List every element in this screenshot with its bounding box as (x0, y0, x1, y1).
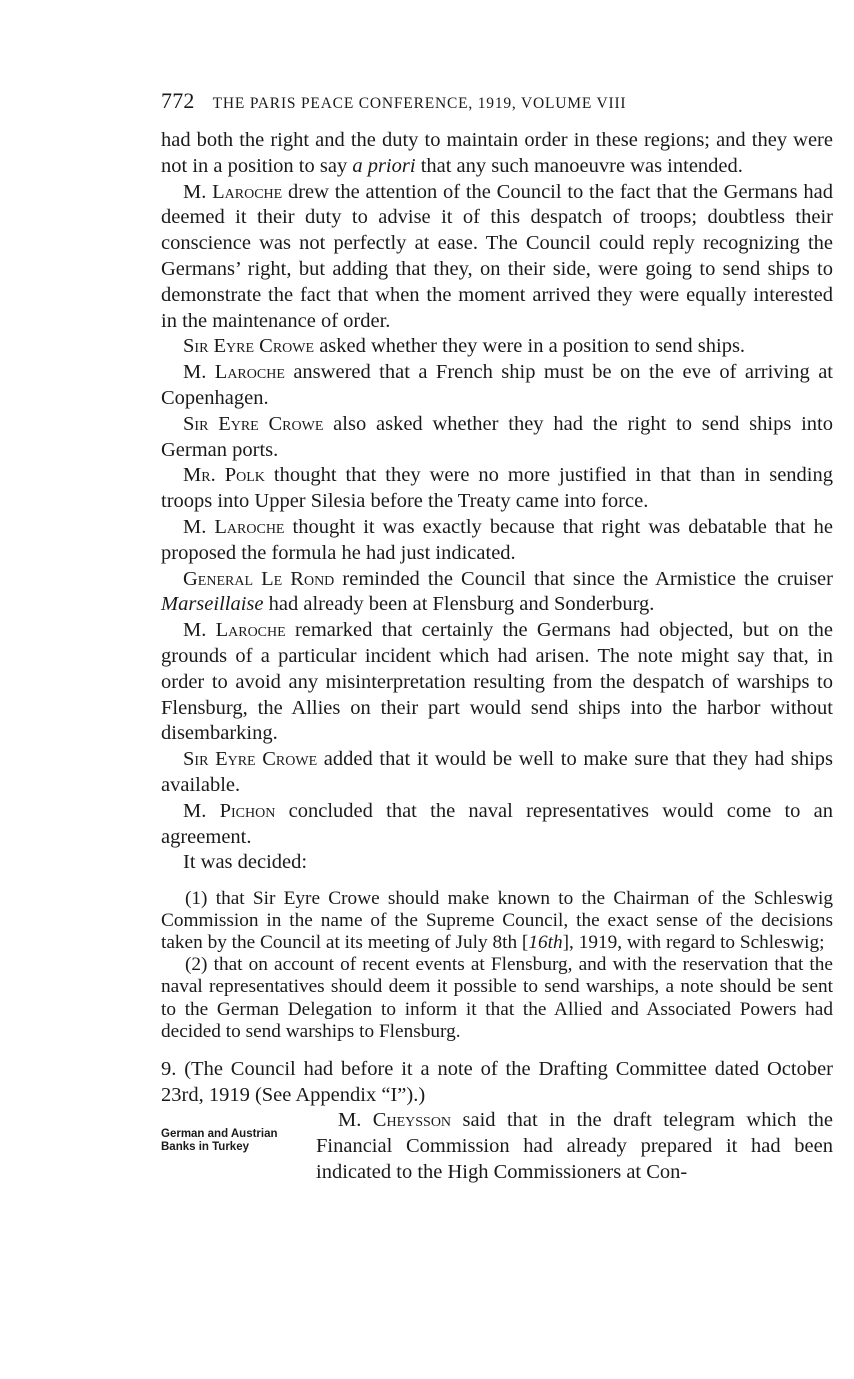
paragraph: M. Laroche answered that a French ship must be on the eve of arriving at Copenhagen. (161, 361, 833, 409)
paragraph: Sir Eyre Crowe asked whether they were in a position to send ships. (183, 335, 746, 358)
speaker-name: Sir Eyre Crowe (183, 748, 318, 771)
decision-item: (2) that on account of recent events at Flensburg, and with the reservation that the naval representatives should deem it possible to send warships, a note should be sent to the German Delegation to inform it that the Allied and Associated Powers had decided to send warships to Flensburg. (161, 954, 833, 1042)
speaker-name: M. Laroche (183, 515, 285, 538)
speaker-name: Mr. Polk (183, 464, 265, 487)
paragraph: Sir Eyre Crowe also asked whether they had the right to send ships into German ports. (161, 412, 833, 461)
paragraph: Mr. Polk thought that they were no more justified in that than in sending troops into Upper Silesia before the Treaty came into force. (161, 464, 833, 513)
section-intro: 9. (The Council had before it a note of the Drafting Committee dated October 23rd, 1919 (See Appendix “I”).) (161, 1057, 833, 1106)
decision-item: (1) that Sir Eyre Crowe should make known to the Chairman of the Schleswig Commission in the name of the Supreme Council, the exact sense of the decisions taken by the Council at its meeting of July 8th [16th], 1919, with regard to Schleswig; (161, 888, 833, 954)
speaker-name: M. Laroche (183, 361, 285, 384)
paragraph: had both the right and the duty to maintain order in these regions; and they were not in a position to say a priori that any such manoeuvre was intended. (161, 129, 833, 177)
paragraph: General Le Rond reminded the Council that since the Armistice the cruiser Marseillaise had already been at Flensburg and Sonderburg. (161, 567, 833, 616)
margin-note: German and Austrian Banks in Turkey (161, 1128, 278, 1153)
page-number: 772 (161, 88, 195, 113)
paragraph: M. Pichon concluded that the naval representatives would come to an agreement. (161, 799, 833, 848)
speaker-name: M. Cheysson (338, 1109, 452, 1132)
body-text (161, 128, 833, 876)
section-9 (161, 1057, 833, 1109)
speaker-name: Sir Eyre Crowe (183, 335, 315, 358)
paragraph: M. Cheysson said that in the draft telegram which the Financial Commission had already prepared it had been indicated to the High Commissioners at Con- (316, 1109, 833, 1183)
speaker-name: M. Pichon (183, 799, 276, 822)
running-header (161, 88, 833, 114)
speaker-name: M. Laroche (183, 619, 286, 642)
paragraph: M. Laroche drew the attention of the Council to the fact that the Germans had deemed it their duty to advise it of this despatch of troops; doubtless their conscience was not perfectly at ease. The Council could reply recognizing the Germans’ right, but adding that they, on their side, were going to send ships to demonstrate the fact that when the moment arrived they were equally interested in the maintenance of order. (161, 180, 833, 332)
paragraph-with-margin-note (161, 1108, 833, 1185)
paragraph: M. Laroche remarked that certainly the Germans had objected, but on the grounds of a particular incident which had arisen. The note might say that, in order to avoid any misinterpretation resulting from the despatch of warships to Flensburg, the Allies on their part would send ships into the harbor without disembarking. (161, 619, 833, 745)
paragraph: Sir Eyre Crowe added that it would be well to make sure that they had ships available. (161, 748, 834, 796)
speaker-name: Sir Eyre Crowe (183, 412, 324, 435)
paragraph: It was decided: (183, 851, 308, 874)
speaker-name: M. Laroche (183, 180, 283, 203)
decisions-block (161, 888, 833, 1043)
running-title: THE PARIS PEACE CONFERENCE, 1919, VOLUME VIII (212, 95, 627, 112)
speaker-name: General Le Rond (183, 567, 335, 590)
document-page (161, 88, 833, 1186)
paragraph: M. Laroche thought it was exactly because that right was debatable that he proposed the formula he had just indicated. (161, 515, 833, 564)
